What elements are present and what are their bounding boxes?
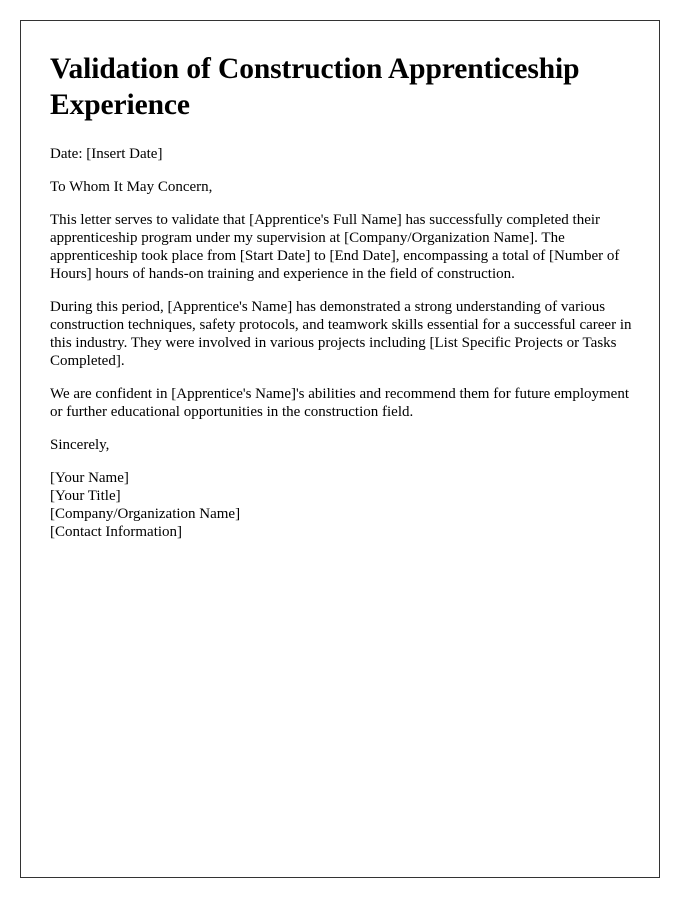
body-paragraph-recommendation: We are confident in [Apprentice's Name]'s abilities and recommend them for future employment or further educational opportunities in the construction field. — [50, 386, 629, 420]
signature-block — [50, 469, 640, 541]
letter-title: Validation of Construction Apprenticeship Experience — [50, 53, 580, 121]
body-paragraph-validation: This letter serves to validate that [Apprentice's Full Name] has successfully completed their apprenticeship program under my supervision at [Company/Organization Name]. The apprenticeship took place from [Start Date] to [End Date], encompassing a total of [Number of Hours] hours of hands-on training and experience in the field of construction. — [50, 212, 620, 282]
signature-contact: [Contact Information] — [50, 524, 183, 540]
letter-content — [50, 51, 640, 541]
closing: Sincerely, — [50, 437, 110, 453]
signature-organization: [Company/Organization Name] — [50, 506, 241, 522]
date-line: Date: [Insert Date] — [50, 146, 163, 162]
salutation: To Whom It May Concern, — [50, 179, 213, 195]
body-paragraph-performance: During this period, [Apprentice's Name] has demonstrated a strong understanding of various construction techniques, safety protocols, and teamwork skills essential for a successful career in this industry. They were involved in various projects including [List Specific Projects or Tasks Completed]. — [50, 299, 632, 369]
letter-page — [20, 20, 660, 878]
signature-name: [Your Name] — [50, 470, 129, 486]
signature-title: [Your Title] — [50, 488, 121, 504]
